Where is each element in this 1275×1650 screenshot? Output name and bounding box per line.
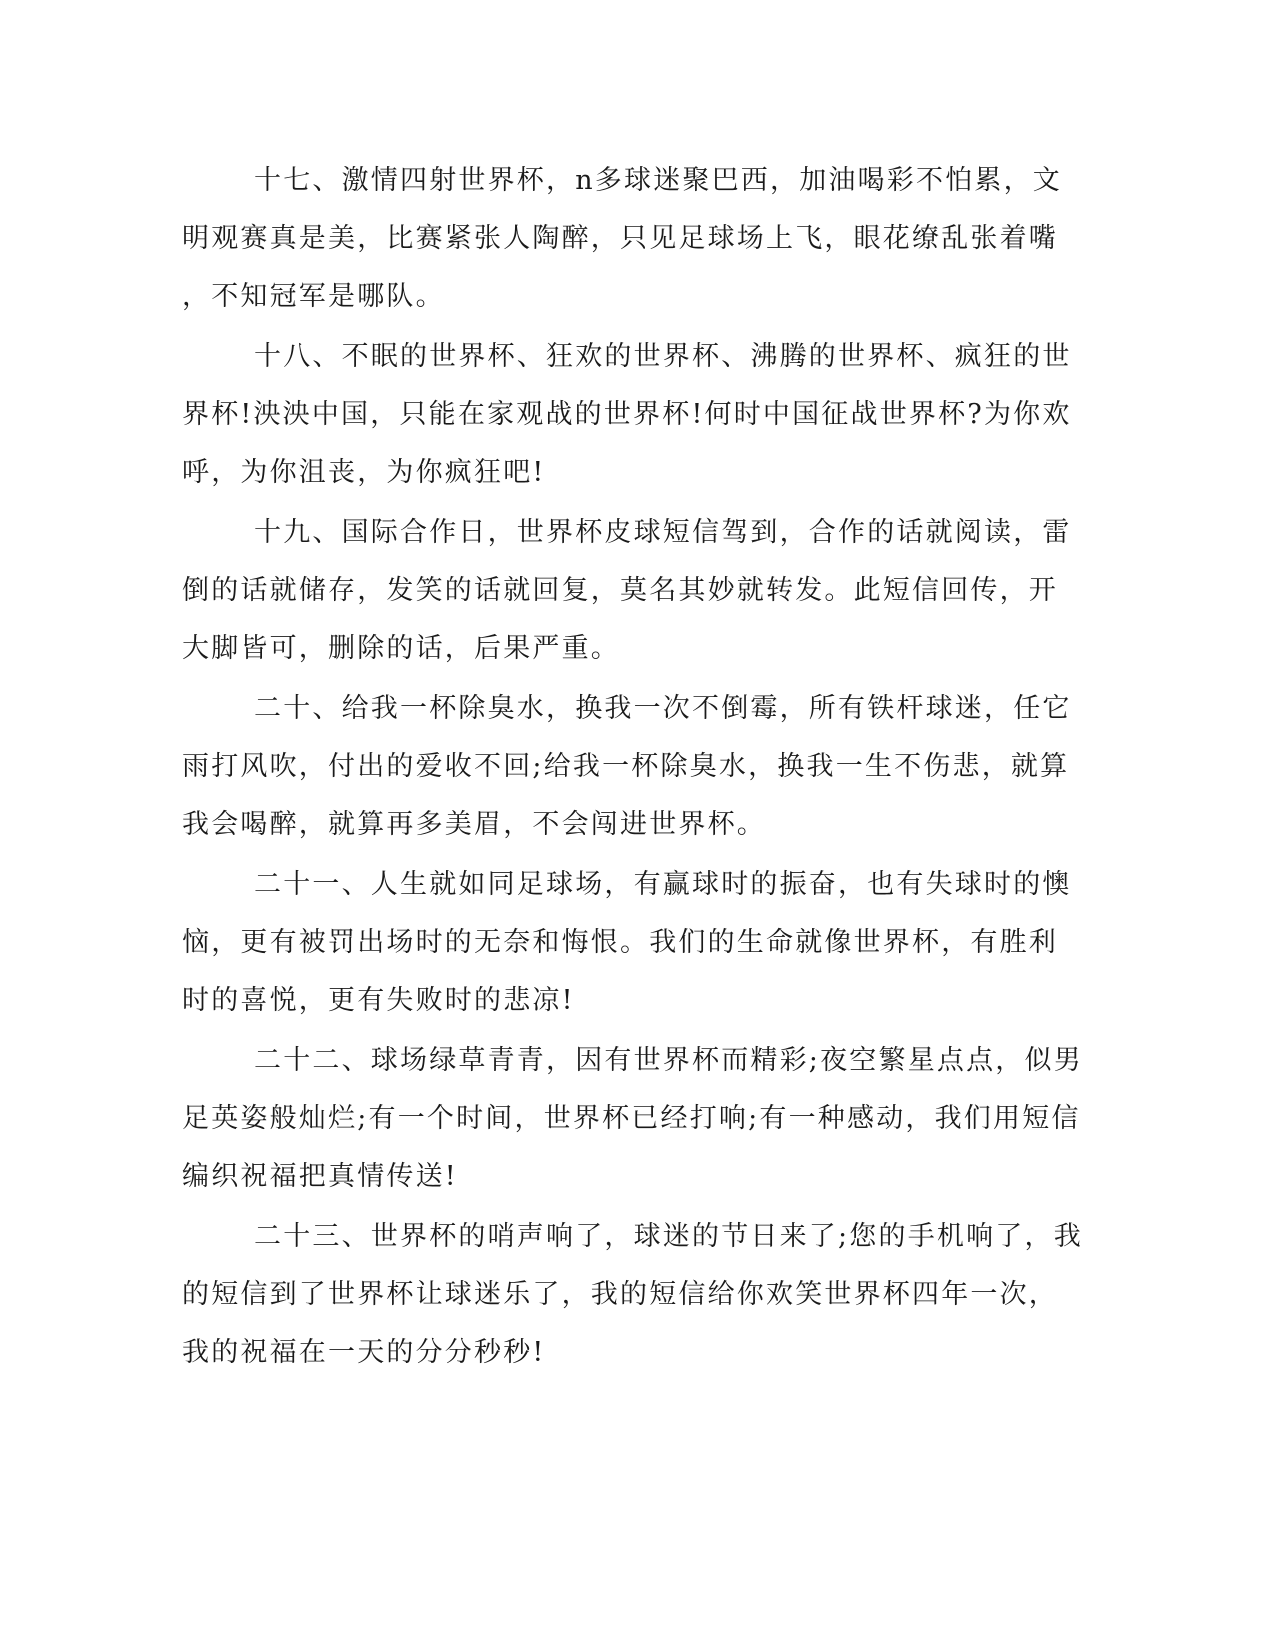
- paragraph-20: [182, 680, 1072, 854]
- paragraph-line: 十七、激情四射世界杯，n多球迷聚巴西，加油喝彩不怕累，文: [254, 165, 1062, 196]
- paragraph-21: [182, 856, 1072, 1030]
- paragraph-line: 明观赛真是美，比赛紧张人陶醉，只见足球场上飞，眼花缭乱张着嘴: [182, 223, 1058, 254]
- paragraph-line: 界杯!泱泱中国，只能在家观战的世界杯!何时中国征战世界杯?为你欢: [182, 399, 1072, 430]
- paragraph-line: 十九、国际合作日，世界杯皮球短信驾到，合作的话就阅读，雷: [254, 517, 1072, 548]
- paragraph-line: 大脚皆可，删除的话，后果严重。: [182, 633, 620, 664]
- paragraph-line: ，不知冠军是哪队。: [182, 281, 445, 312]
- paragraph-line: 二十二、球场绿草青青，因有世界杯而精彩;夜空繁星点点，似男: [254, 1045, 1083, 1076]
- paragraph-line: 恼，更有被罚出场时的无奈和悔恨。我们的生命就像世界杯，有胜利: [182, 927, 1058, 958]
- paragraph-line: 编织祝福把真情传送!: [182, 1161, 458, 1192]
- paragraph-line: 的短信到了世界杯让球迷乐了，我的短信给你欢笑世界杯四年一次，: [182, 1279, 1058, 1310]
- paragraph-line: 雨打风吹，付出的爱收不回;给我一杯除臭水，换我一生不伤悲，就算: [182, 751, 1070, 782]
- paragraph-18: [182, 328, 1072, 502]
- paragraph-line: 二十一、人生就如同足球场，有赢球时的振奋，也有失球时的懊: [254, 869, 1072, 900]
- paragraph-line: 时的喜悦，更有失败时的悲凉!: [182, 985, 575, 1016]
- paragraph-line: 二十三、世界杯的哨声响了，球迷的节日来了;您的手机响了，我: [254, 1221, 1083, 1252]
- paragraph-23: [182, 1208, 1083, 1382]
- paragraph-17: [182, 152, 1062, 326]
- paragraph-19: [182, 504, 1072, 678]
- paragraph-line: 十八、不眠的世界杯、狂欢的世界杯、沸腾的世界杯、疯狂的世: [254, 341, 1072, 372]
- paragraph-line: 足英姿般灿烂;有一个时间，世界杯已经打响;有一种感动，我们用短信: [182, 1103, 1081, 1134]
- paragraph-line: 我的祝福在一天的分分秒秒!: [182, 1337, 546, 1368]
- paragraph-line: 倒的话就储存，发笑的话就回复，莫名其妙就转发。此短信回传，开: [182, 575, 1058, 606]
- paragraph-22: [182, 1032, 1083, 1206]
- paragraph-line: 我会喝醉，就算再多美眉，不会闯进世界杯。: [182, 809, 766, 840]
- paragraph-line: 呼，为你沮丧，为你疯狂吧!: [182, 457, 546, 488]
- paragraph-line: 二十、给我一杯除臭水，换我一次不倒霉，所有铁杆球迷，任它: [254, 693, 1072, 724]
